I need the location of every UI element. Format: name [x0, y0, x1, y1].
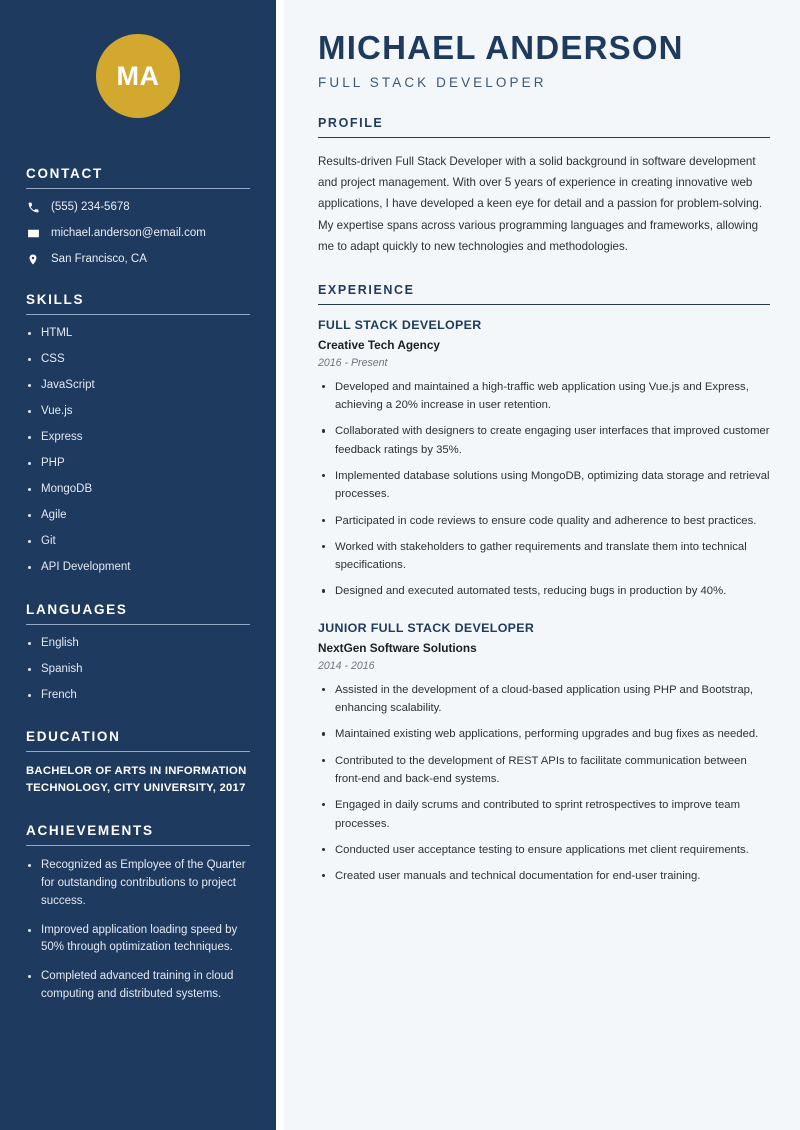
list-item: Express	[26, 430, 250, 446]
experience-job-title: FULL STACK DEVELOPER	[318, 317, 482, 332]
email-icon	[26, 226, 40, 240]
list-item: Improved application loading speed by 50% through optimization techniques.	[26, 922, 250, 958]
experience-dates: 2016 - Present	[318, 356, 388, 369]
avatar-container	[26, 0, 250, 118]
list-item: Created user manuals and technical documentation for end-user training.	[318, 867, 770, 885]
list-item: Collaborated with designers to create engaging user interfaces that improved customer feedback ratings by 35%.	[318, 422, 770, 459]
achievements-divider	[26, 845, 250, 846]
languages-divider	[26, 624, 250, 625]
contact-item-location[interactable]	[26, 252, 250, 266]
experience-job-title: JUNIOR FULL STACK DEVELOPER	[318, 620, 535, 635]
education-section	[26, 729, 250, 797]
list-item: Implemented database solutions using MongoDB, optimizing data storage and retrieval processes.	[318, 467, 770, 504]
list-item: Engaged in daily scrums and contributed to sprint retrospectives to improve team processes.	[318, 796, 770, 833]
list-item: PHP	[26, 456, 250, 472]
contact-divider	[26, 188, 250, 189]
experience-bullets	[318, 681, 770, 886]
experience-section	[318, 283, 770, 886]
list-item: Git	[26, 534, 250, 550]
contact-item-email[interactable]	[26, 226, 250, 240]
experience-heading: EXPERIENCE	[318, 282, 415, 297]
list-item: CSS	[26, 352, 250, 368]
skills-section	[26, 292, 250, 576]
phone-icon	[26, 200, 40, 214]
page-title: MICHAEL ANDERSON	[318, 29, 684, 66]
list-item: Spanish	[26, 662, 250, 678]
sidebar	[0, 0, 276, 1130]
education-heading: EDUCATION	[26, 729, 121, 745]
list-item: API Development	[26, 560, 250, 576]
contact-heading: CONTACT	[26, 166, 103, 181]
list-item: HTML	[26, 326, 250, 342]
profile-text: Results-driven Full Stack Developer with a solid background in software development and project management. With over 5 years of experience in creating innovative web applications, I have developed a keen eye for detail and a passion for problem-solving. My expertise spans across various programming languages and frameworks, allowing me to adapt quickly to new technologies and methodologies.	[318, 155, 763, 253]
education-degree: BACHELOR OF ARTS IN INFORMATION TECHNOLOGY, CITY UNIVERSITY, 2017	[26, 765, 247, 795]
languages-list	[26, 636, 250, 704]
list-item: Agile	[26, 508, 250, 524]
list-item: JavaScript	[26, 378, 250, 394]
avatar: MA	[96, 34, 180, 118]
education-divider	[26, 751, 250, 752]
contact-item-phone[interactable]	[26, 200, 250, 214]
experience-bullets	[318, 378, 770, 601]
list-item: Developed and maintained a high-traffic web application using Vue.js and Express, achieving a 20% increase in user retention.	[318, 378, 770, 415]
job-role-subtitle: FULL STACK DEVELOPER	[318, 75, 547, 91]
list-item: Maintained existing web applications, performing upgrades and bug fixes as needed.	[318, 725, 770, 743]
list-item: Participated in code reviews to ensure code quality and adherence to best practices.	[318, 512, 770, 530]
profile-heading: PROFILE	[318, 116, 384, 131]
languages-section	[26, 602, 250, 704]
list-item: Designed and executed automated tests, reducing bugs in production by 40%.	[318, 582, 770, 600]
contact-section	[26, 166, 250, 266]
experience-divider	[318, 304, 770, 305]
main-content	[284, 0, 800, 1130]
list-item: MongoDB	[26, 482, 250, 498]
experience-company: NextGen Software Solutions	[318, 640, 477, 655]
experience-entry	[318, 621, 770, 886]
experience-company: Creative Tech Agency	[318, 337, 440, 352]
location-pin-icon	[26, 252, 40, 266]
skills-heading: SKILLS	[26, 292, 85, 307]
list-item: Conducted user acceptance testing to ensure applications met client requirements.	[318, 841, 770, 859]
profile-section	[318, 116, 770, 256]
list-item: Recognized as Employee of the Quarter for outstanding contributions to project success.	[26, 857, 250, 910]
achievements-heading: ACHIEVEMENTS	[26, 823, 154, 839]
skills-list	[26, 326, 250, 576]
skills-divider	[26, 314, 250, 315]
list-item: Completed advanced training in cloud computing and distributed systems.	[26, 968, 250, 1004]
achievements-list	[26, 857, 250, 1004]
contact-phone-value: (555) 234-5678	[51, 201, 130, 213]
experience-entry	[318, 318, 770, 601]
achievements-section	[26, 823, 250, 1004]
profile-divider	[318, 137, 770, 138]
experience-dates: 2014 - 2016	[318, 659, 375, 672]
list-item: Vue.js	[26, 404, 250, 420]
contact-email-value: michael.anderson@email.com	[51, 227, 206, 239]
list-item: Contributed to the development of REST APIs to facilitate communication between front-end and back-end systems.	[318, 752, 770, 789]
list-item: English	[26, 636, 250, 652]
contact-location-value: San Francisco, CA	[51, 253, 147, 265]
list-item: French	[26, 688, 250, 704]
list-item: Assisted in the development of a cloud-based application using PHP and Bootstrap, enhancing scalability.	[318, 681, 770, 718]
list-item: Worked with stakeholders to gather requirements and translate them into technical specifications.	[318, 538, 770, 575]
languages-heading: LANGUAGES	[26, 601, 128, 617]
